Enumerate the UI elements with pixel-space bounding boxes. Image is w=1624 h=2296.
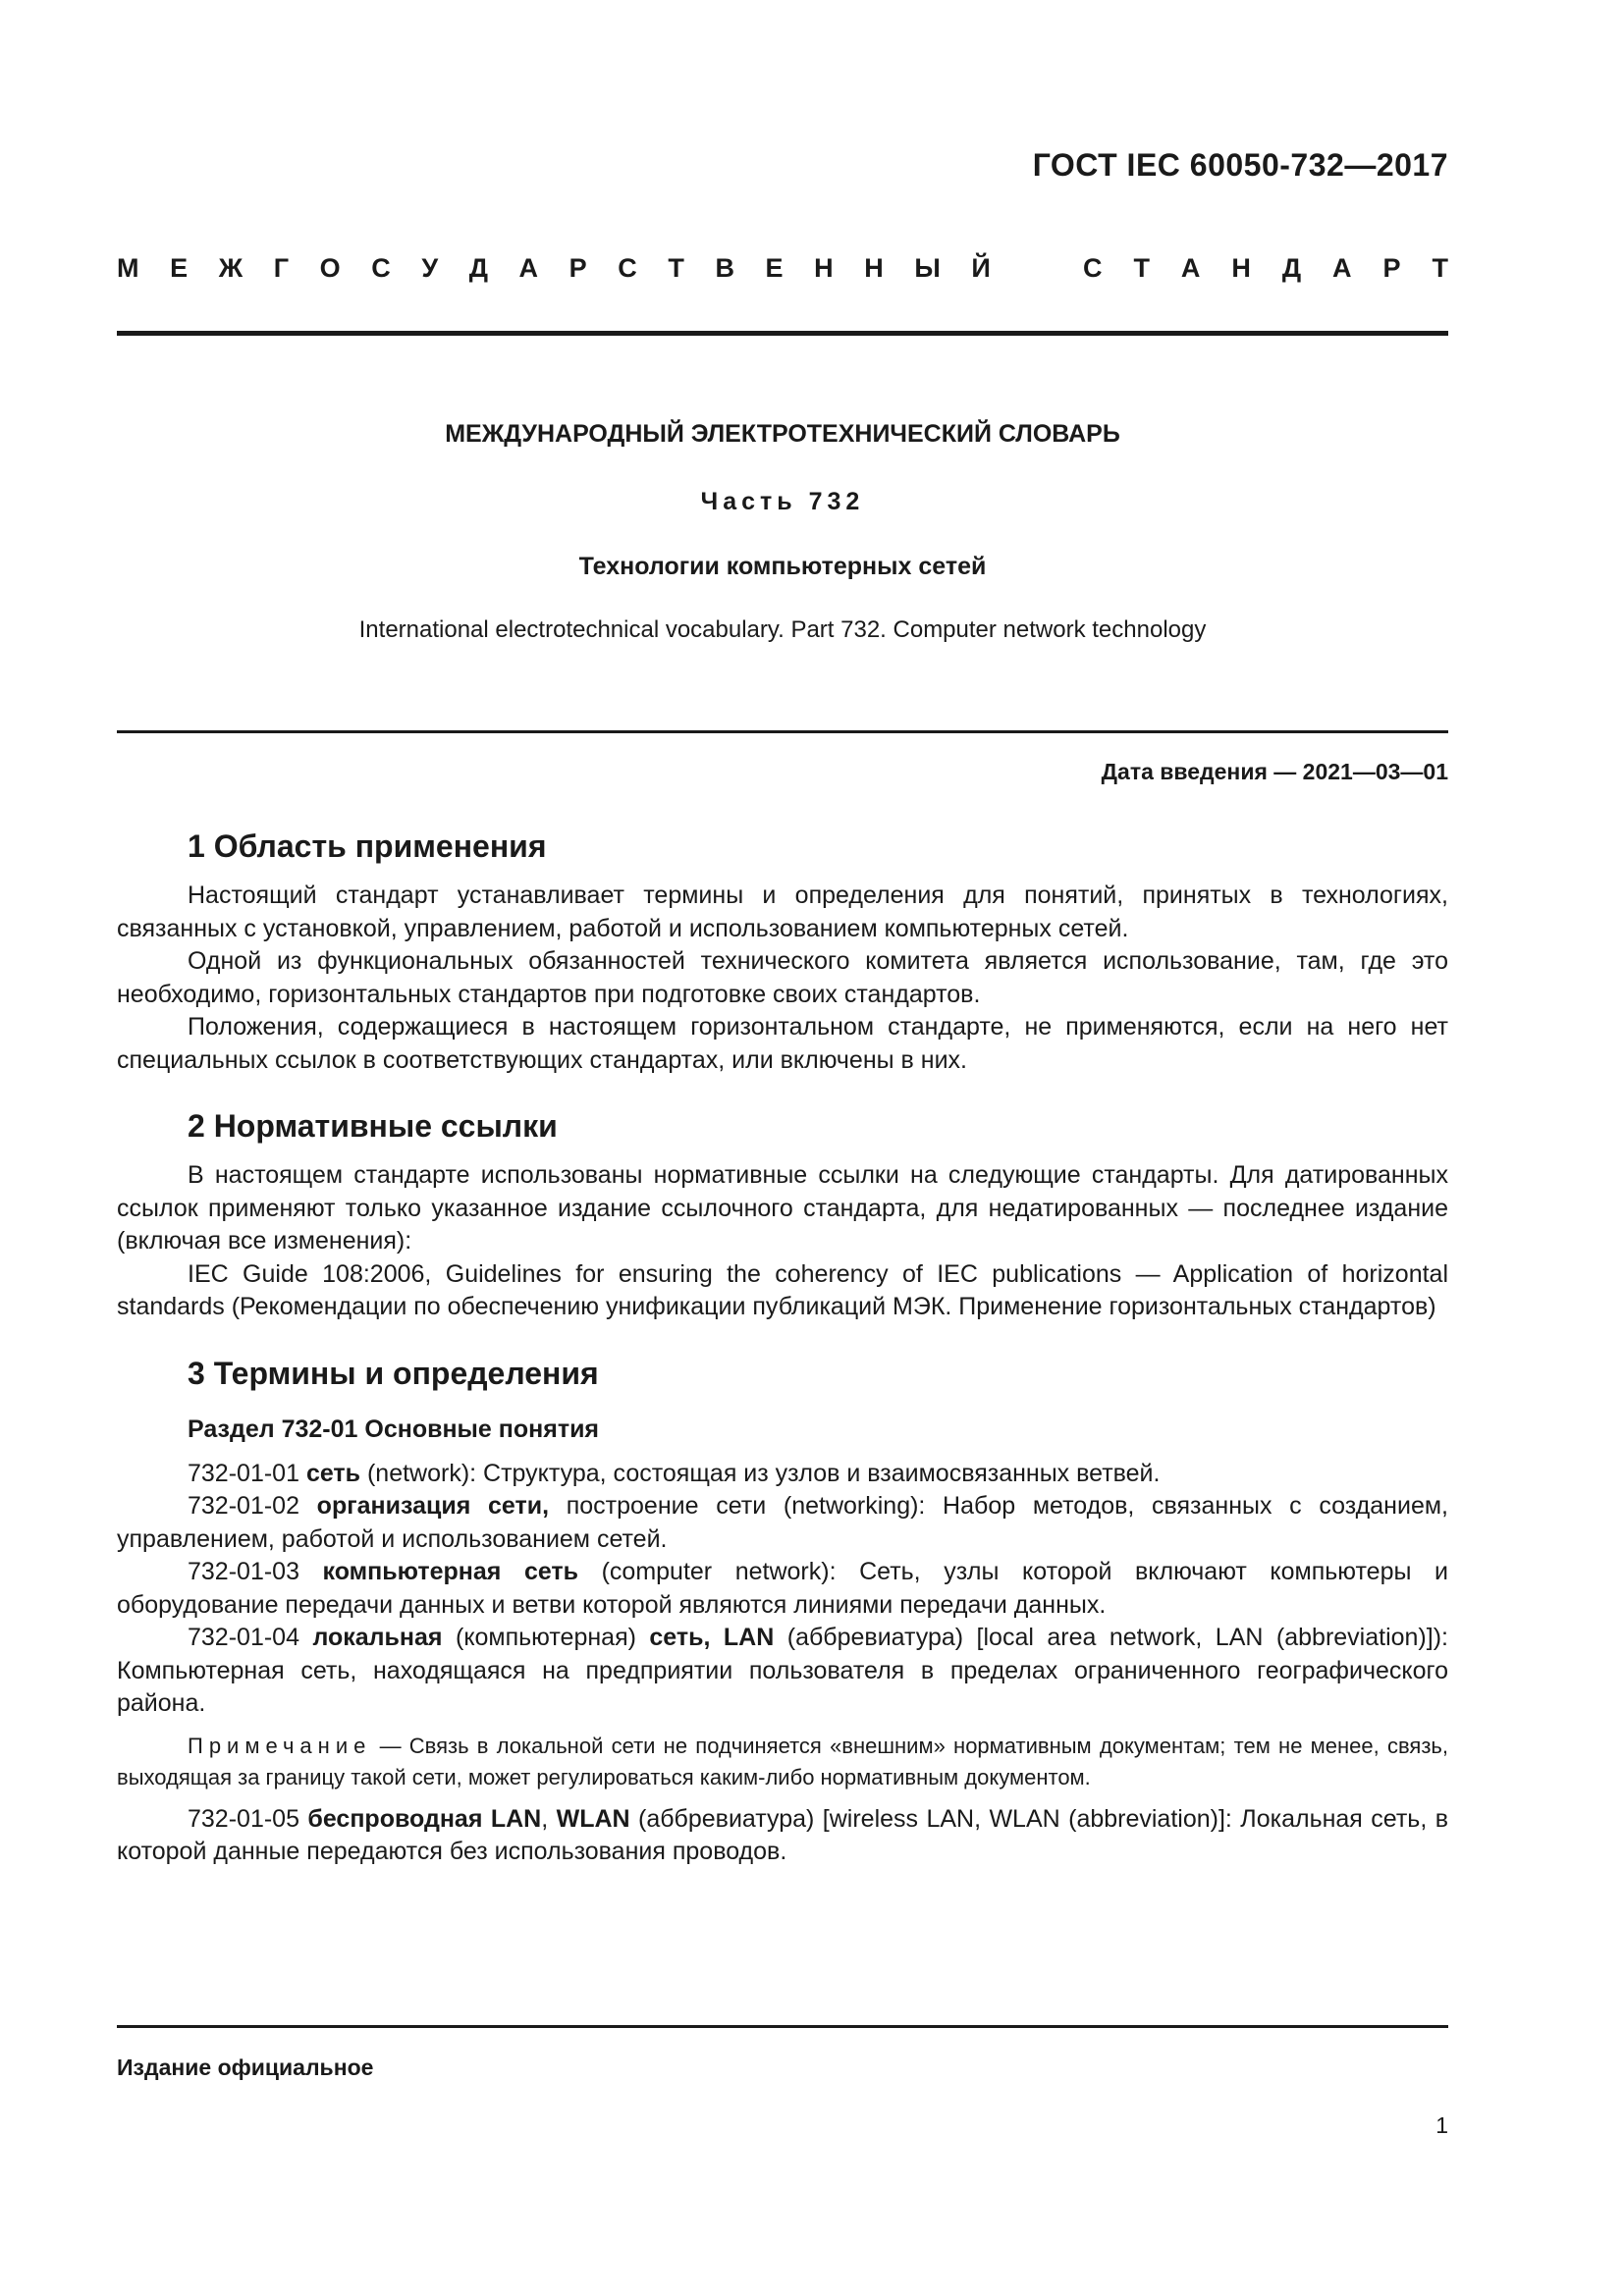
paragraph: В настоящем стандарте использованы нормативные ссылки на следующие стандарты. Для датированных ссылок применяют только указанное издание ссылочного стандарта, для недатированных — последнее издание (включая все изменения): [117,1161,1448,1255]
note-label: Примечание [188,1733,372,1758]
official-edition-label: Издание официальное [117,2055,374,2080]
note: Примечание — Связь в локальной сети не подчиняется «внешним» нормативным документам; тем не менее, связь, выходящая за границу такой сети, может регулироваться каким-либо нормативным документом. [117,1733,1448,1789]
paragraph: IEC Guide 108:2006, Guidelines for ensuring the coherency of IEC publications — Application of horizontal standards (Рекомендации по обеспечению унификации публикаций МЭК. Применение горизонтальных стандартов) [117,1259,1448,1320]
standard-word: С Т А Н Д А Р Т [1083,253,1448,283]
term: WLAN [556,1804,630,1833]
term-entry: 732-01-01 сеть (network): Структура, состоящая из узлов и взаимосвязанных ветвей. [188,1459,1161,1487]
interstate-standard-banner [117,253,1448,284]
term: организация сети, [316,1492,550,1520]
english-title: International electrotechnical vocabulary. Part 732. Computer network technology [358,616,1207,643]
term-entry: 732-01-05 беспроводная LAN, WLAN (аббревиатура) [wireless LAN, WLAN (abbreviation)]: Локальная сеть, в которой данные передаются без использования проводов. [117,1804,1448,1865]
introduction-date: Дата введения — 2021—03—01 [1101,759,1448,784]
part-label: Часть 732 [700,488,865,515]
document-body [117,825,1448,1869]
term: беспроводная LAN [307,1804,542,1833]
term: сеть [305,1459,361,1487]
footer-divider [117,2025,1448,2028]
term-entry: 732-01-04 локальная (компьютерная) сеть, LAN (аббревиатура) [local area network, LAN (abbreviation)]): Компьютерная сеть, находящаяся на предприятии пользователя в пределах ограниченного географического района. [117,1624,1448,1717]
subsection-heading: Раздел 732-01 Основные понятия [188,1415,600,1443]
section-heading: 2 Нормативные ссылки [188,1108,558,1144]
page-number: 1 [1435,2112,1448,2138]
section-heading: 3 Термины и определения [188,1355,599,1391]
term: компьютерная сеть [322,1558,579,1585]
paragraph: Положения, содержащиеся в настоящем горизонтальном стандарте, не применяются, если на него нет специальных ссылок в соответствующих стандартах, или включены в них. [117,1013,1448,1074]
term: локальная [312,1624,443,1651]
header-divider [117,331,1448,336]
section-heading: 1 Область применения [188,828,547,864]
paragraph: Одной из функциональных обязанностей технического комитета является использование, там, где это необходимо, горизонтальных стандартов при подготовке своих стандартов. [117,947,1448,1008]
paragraph: Настоящий стандарт устанавливает термины и определения для понятий, принятых в технологиях, связанных с установкой, управлением, работой и использованием компьютерных сетей. [117,881,1448,942]
standard-code: ГОСТ IEC 60050-732—2017 [1032,147,1448,183]
subject-title: Технологии компьютерных сетей [578,553,987,580]
title-divider [117,730,1448,733]
document-title: МЕЖДУНАРОДНЫЙ ЭЛЕКТРОТЕХНИЧЕСКИЙ СЛОВАРЬ [445,420,1120,448]
term: сеть, LAN [649,1624,775,1651]
term-entry: 732-01-02 организация сети, построение сети (networking): Набор методов, связанных с созданием, управлением, работой и использованием сетей. [117,1492,1448,1553]
term-entry: 732-01-03 компьютерная сеть (computer network): Сеть, узлы которой включают компьютеры и оборудование передачи данных и ветви которой являются линиями передачи данных. [117,1558,1448,1619]
interstate-word: М Е Ж Г О С У Д А Р С Т В Е Н Н Ы Й [117,253,991,283]
